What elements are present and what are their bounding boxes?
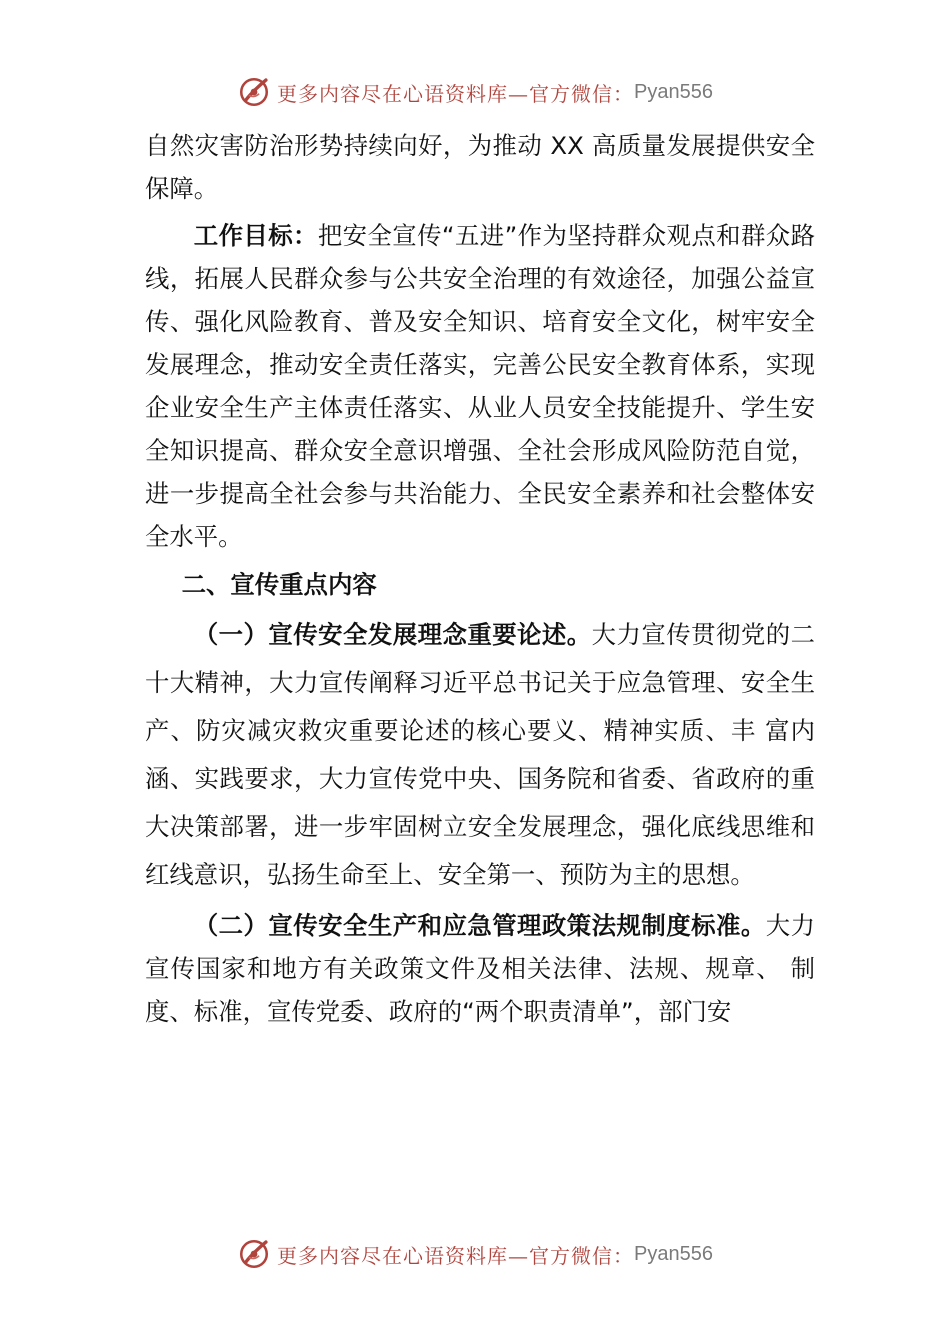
item-2-text: 大力宣传国家和地方有关政策文件及相关法律、法规、规章、 制度、标准，宣传党委、政府的“两个职责清单”，部门安 bbox=[145, 911, 815, 1026]
intro-continuation-paragraph: 自然灾害防治形势持续向好，为推动 XX 高质量发展提供安全保障。 bbox=[145, 131, 815, 203]
brush-logo-icon bbox=[237, 1237, 271, 1271]
watermark-wechat-id: Pyan556 bbox=[634, 80, 713, 103]
brush-logo-icon bbox=[237, 75, 271, 109]
footer-watermark bbox=[0, 1232, 950, 1276]
item-1-paragraph bbox=[145, 611, 815, 899]
work-goal-paragraph bbox=[145, 214, 815, 558]
item-1-label: （一）宣传安全发展理念重要论述。 bbox=[193, 620, 592, 649]
watermark-text: 更多内容尽在心语资料库—官方微信： bbox=[277, 81, 635, 106]
header-watermark bbox=[0, 70, 950, 114]
work-goal-text: 把安全宣传“五进”作为坚持群众观点和群众路线，拓展人民群众参与公共安全治理的有效途径，加强公益宣传、强化风险教育、普及安全知识、培育安全文化，树牢安全发展理念，推动安全责任落实，完善公民安全教育体系，实现企业安全生产主体责任落实、从业人员安全技能提升、学生安全知识提高、群众安全意识增强、全社会形成风险防范自觉，进一步提高全社会参与共治能力、全民安全素养和社会整体安全水平。 bbox=[145, 221, 815, 551]
watermark-text: 更多内容尽在心语资料库—官方微信： bbox=[277, 1243, 635, 1268]
item-2-label: （二）宣传安全生产和应急管理政策法规制度标准。 bbox=[193, 911, 766, 940]
item-2-paragraph bbox=[145, 904, 815, 1033]
section-heading: 二、宣传重点内容 bbox=[181, 570, 377, 599]
watermark-wechat-id: Pyan556 bbox=[634, 1242, 713, 1265]
item-1-text: 大力宣传贯彻党的二十大精神，大力宣传阐释习近平总书记关于应急管理、安全生产、防灾减灾救灾重要论述的核心要义、精神实质、丰 富内涵、实践要求，大力宣传党中央、国务院和省委、省政府的重大决策部署，进一步牢固树立安全发展理念，强化底线思维和红线意识，弘扬生命至上、安全第一、预防为主的思想。 bbox=[145, 620, 815, 889]
work-goal-label: 工作目标： bbox=[193, 221, 318, 250]
document-body bbox=[145, 124, 815, 1033]
